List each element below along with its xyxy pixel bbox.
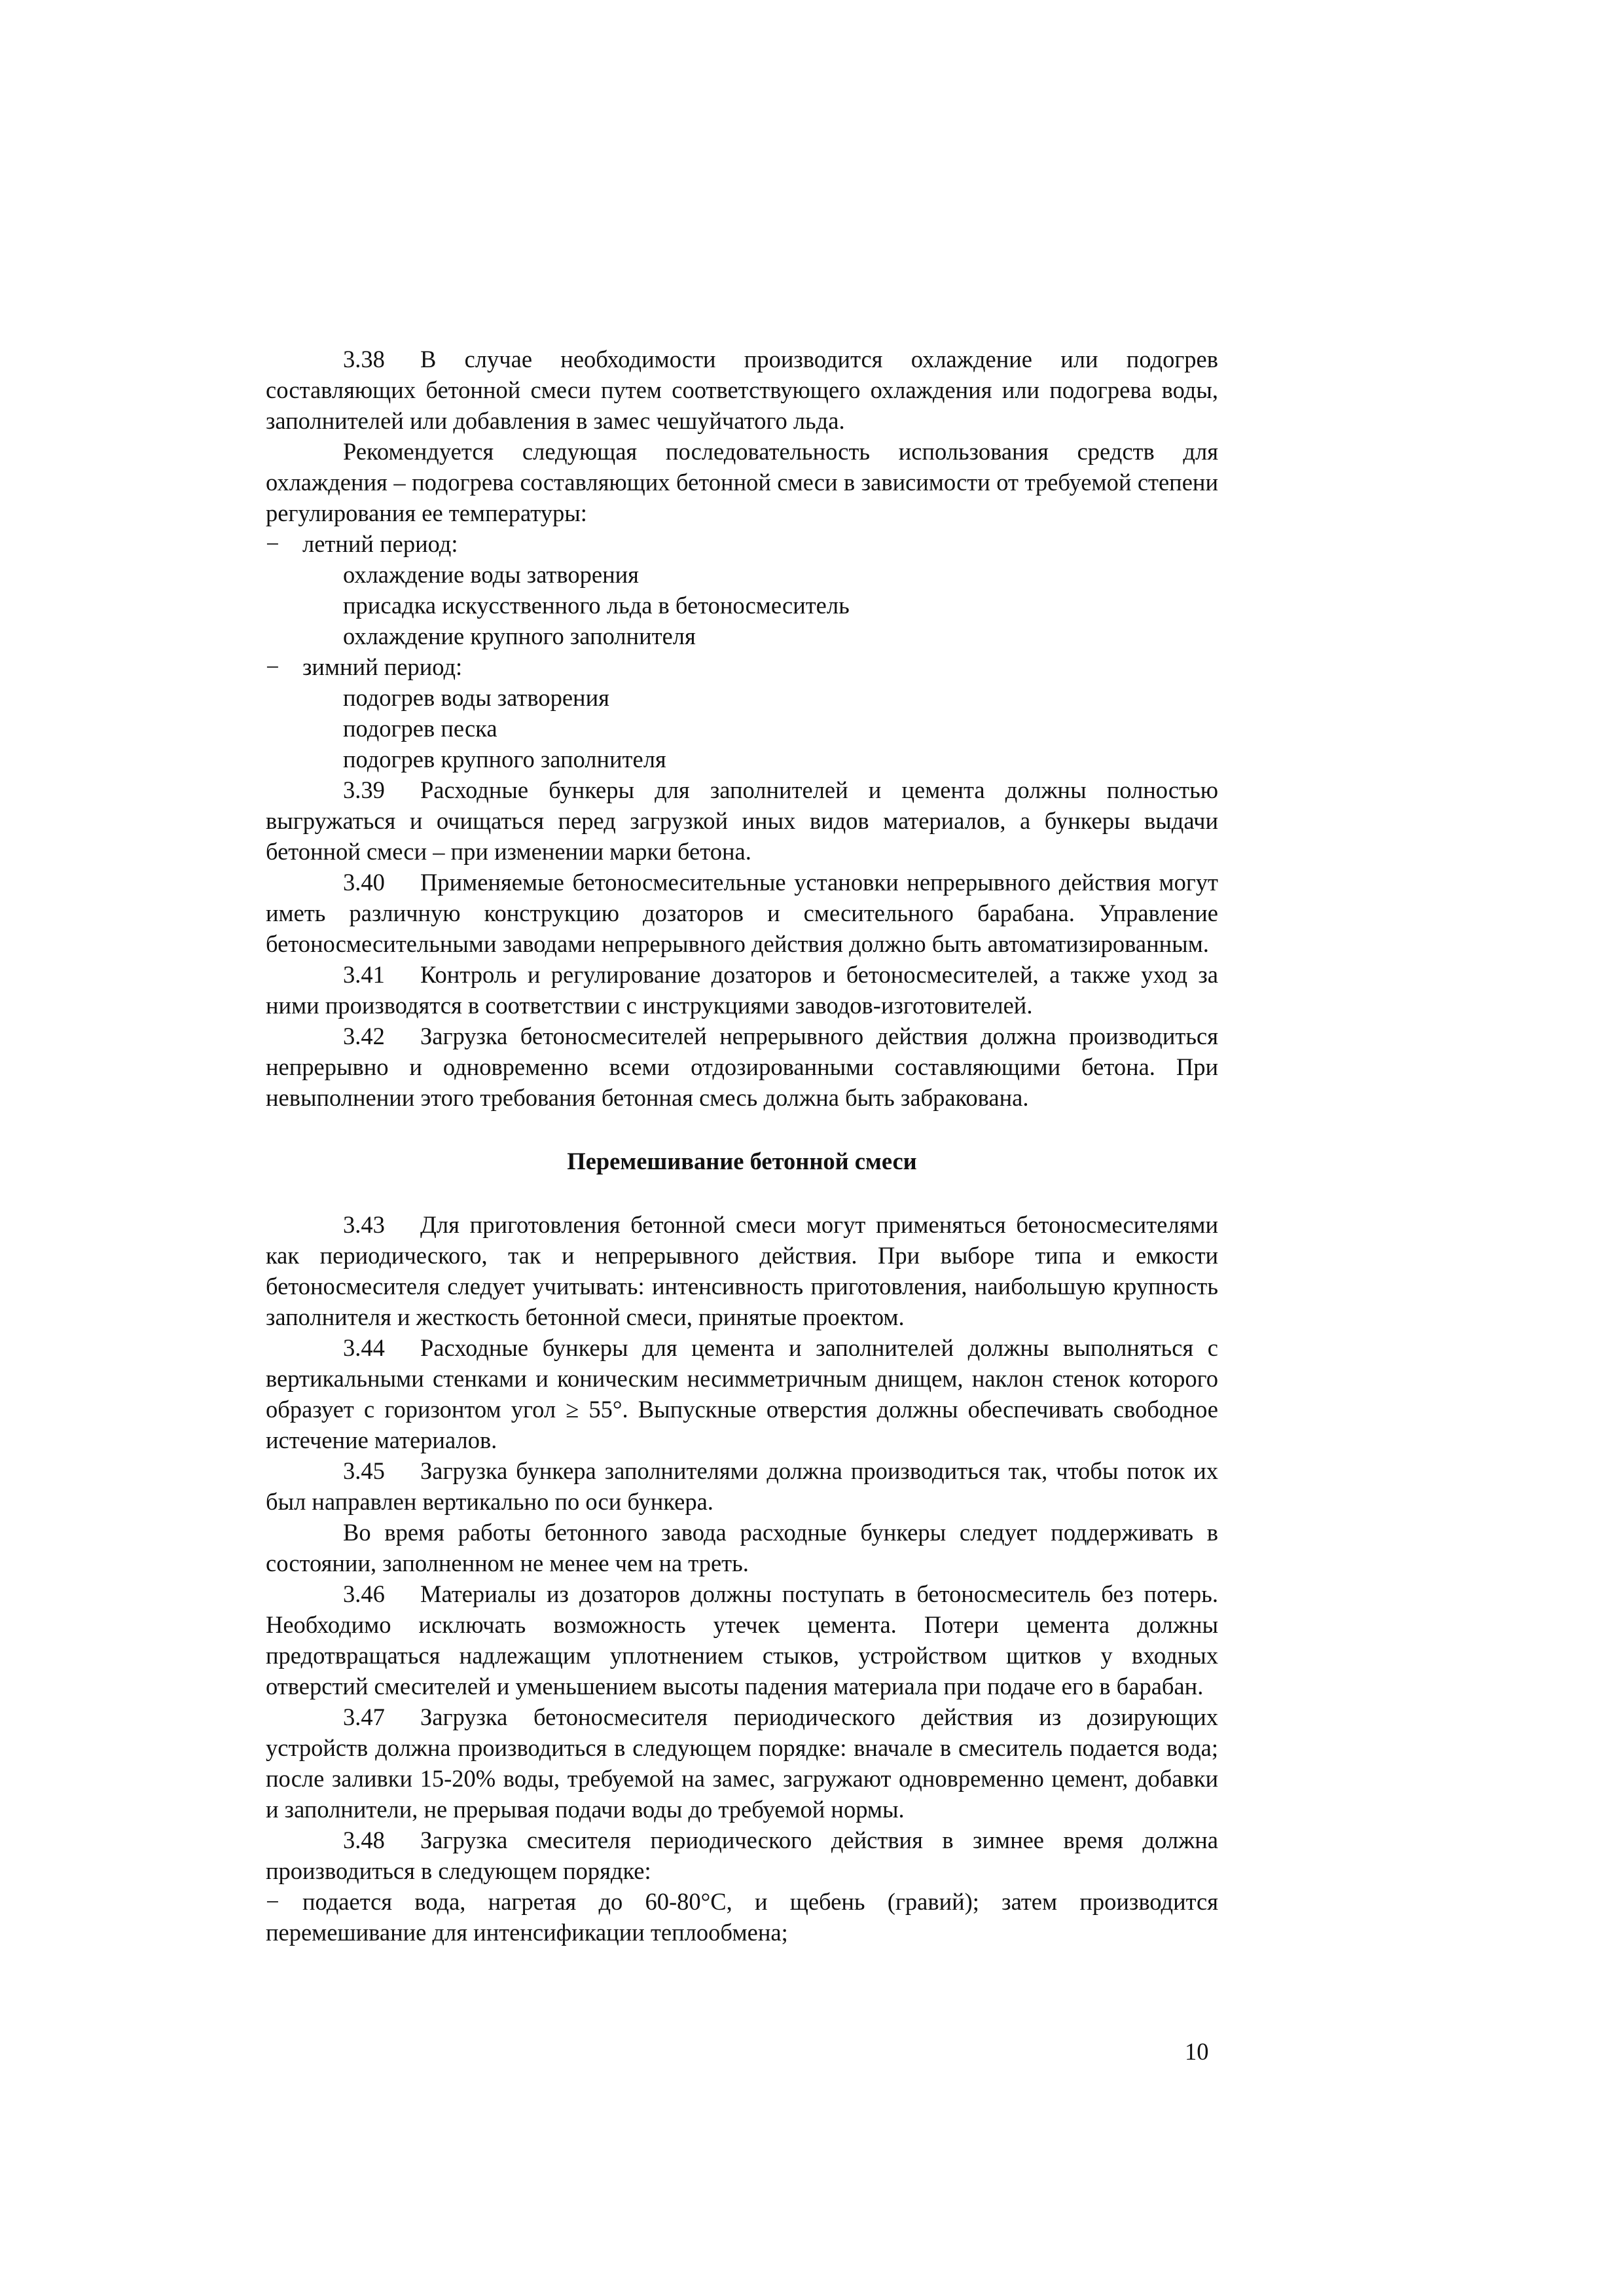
dash-list-item [266, 651, 1218, 682]
paragraph-text: Материалы из дозаторов должны поступать в бетоносмеситель без потерь. Необходимо исключать возможность утечек цемента. Потери цемента должны предотвращаться надлежащим уплотнением стыков, устройством щитков у входных отверстий смесителей и уменьшением высоты падения материала при подаче его в барабан. [266, 1580, 1218, 1700]
paragraph-number: 3.40 [343, 869, 385, 896]
paragraph-text: Для приготовления бетонной смеси могут применяться бетоносмесителями как периодического, так и непрерывного действия. При выборе типа и емкости бетоносмесителя следует учитывать: интенсивность приготовления, наибольшую крупность заполнителя и жесткость бетонной смеси, принятые проектом. [266, 1211, 1218, 1330]
paragraph-text: Загрузка бетоносмесителя периодического действия из дозирующих устройств должна производиться в следующем порядке: вначале в смеситель подается вода; после заливки 15-20% воды, требуемой на замес, загружают одновременно цемент, добавки и заполнители, не прерывая подачи воды до требуемой нормы. [266, 1704, 1218, 1823]
paragraph-number: 3.43 [343, 1211, 385, 1238]
page-content [266, 344, 1218, 1948]
sub-list-item: охлаждение крупного заполнителя [343, 623, 696, 649]
list-item-text: подается вода, нагретая до 60-80°С, и щебень (гравий); затем производится перемешивание для интенсификации теплообмена; [266, 1888, 1218, 1946]
text-section-after-heading [266, 1209, 1218, 1948]
text-section-before-heading [266, 344, 1218, 1113]
paragraph-text: Расходные бункеры для заполнителей и цемента должны полностью выгружаться и очищаться перед загрузкой иных видов материалов, а бункеры выдачи бетонной смеси – при изменении марки бетона. [266, 776, 1218, 865]
paragraph-text: Загрузка бункера заполнителями должна производиться так, чтобы поток их был направлен вертикально по оси бункера. [266, 1457, 1218, 1515]
list-item-text: зимний период: [302, 653, 463, 680]
paragraph-number: 3.45 [343, 1457, 385, 1484]
dash-list-item [266, 528, 1218, 559]
paragraph-text: В случае необходимости производится охлаждение или подогрев составляющих бетонной смеси путем соответствующего охлаждения или подогрева воды, заполнителей или добавления в замес чешуйчатого льда. [266, 346, 1218, 434]
sub-list-item: охлаждение воды затворения [343, 561, 639, 588]
numbered-paragraph [266, 867, 1218, 959]
paragraph: Во время работы бетонного завода расходные бункеры следует поддерживать в состоянии, заполненном не менее чем на треть. [266, 1519, 1218, 1576]
paragraph-text: Применяемые бетоносмесительные установки непрерывного действия могут иметь различную конструкцию дозаторов и смесительного барабана. Управление бетоносмесительными заводами непрерывного действия должно быть автоматизированным. [266, 869, 1218, 957]
dash-marker: − [266, 653, 280, 680]
dash-marker: − [266, 530, 280, 557]
dash-marker: − [266, 1888, 280, 1915]
sub-list-item: подогрев крупного заполнителя [343, 746, 666, 773]
paragraph-text: Контроль и регулирование дозаторов и бетоносмесителей, а также уход за ними производятся в соответствии с инструкциями заводов-изготовителей. [266, 961, 1218, 1019]
numbered-paragraph [266, 344, 1218, 436]
numbered-paragraph [266, 1702, 1218, 1825]
section-heading: Перемешивание бетонной смеси [567, 1148, 917, 1175]
paragraph-number: 3.39 [343, 776, 385, 803]
numbered-paragraph [266, 1021, 1218, 1113]
list-item-text: летний период: [302, 530, 458, 557]
numbered-paragraph [266, 1455, 1218, 1517]
numbered-paragraph [266, 1825, 1218, 1886]
paragraph-number: 3.47 [343, 1704, 385, 1730]
sub-list-item: подогрев воды затворения [343, 684, 609, 711]
paragraph-number: 3.48 [343, 1827, 385, 1853]
numbered-paragraph [266, 959, 1218, 1021]
dash-list-item [266, 1886, 1218, 1948]
paragraph-number: 3.44 [343, 1334, 385, 1361]
paragraph-number: 3.42 [343, 1023, 385, 1049]
sub-list-item: подогрев песка [343, 715, 497, 742]
numbered-paragraph [266, 1578, 1218, 1702]
paragraph-number: 3.46 [343, 1580, 385, 1607]
sub-list-item: присадка искусственного льда в бетоносмеситель [343, 592, 850, 619]
paragraph: Рекомендуется следующая последовательность использования средств для охлаждения – подогрева составляющих бетонной смеси в зависимости от требуемой степени регулирования ее температуры: [266, 438, 1218, 526]
paragraph-number: 3.41 [343, 961, 385, 988]
paragraph-text: Загрузка бетоносмесителей непрерывного действия должна производиться непрерывно и одновременно всеми отдозированными составляющими бетона. При невыполнении этого требования бетонная смесь должна быть забракована. [266, 1023, 1218, 1111]
paragraph-text: Расходные бункеры для цемента и заполнителей должны выполняться с вертикальными стенками и коническим несимметричным днищем, наклон стенок которого образует с горизонтом угол ≥ 55°. Выпускные отверстия должны обеспечивать свободное истечение материалов. [266, 1334, 1218, 1453]
numbered-paragraph [266, 774, 1218, 867]
numbered-paragraph [266, 1209, 1218, 1332]
numbered-paragraph [266, 1332, 1218, 1455]
page-number: 10 [1185, 2038, 1209, 2065]
paragraph-number: 3.38 [343, 346, 385, 373]
paragraph-text: Загрузка смесителя периодического действия в зимнее время должна производиться в следующем порядке: [266, 1827, 1218, 1884]
